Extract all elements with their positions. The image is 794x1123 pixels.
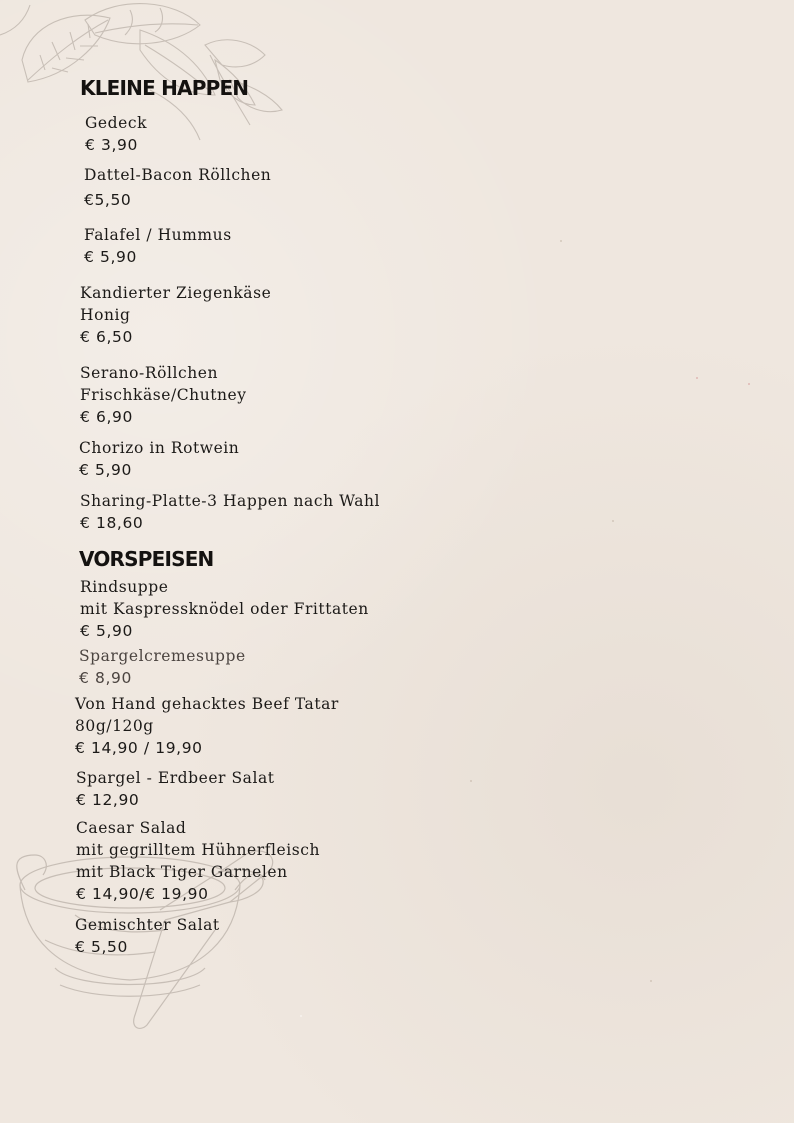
menu-item-sharing-platte bbox=[80, 490, 380, 534]
item-price: € 14,90/€ 19,90 bbox=[76, 885, 209, 903]
paper-speck bbox=[612, 520, 614, 522]
item-price: € 5,50 bbox=[75, 938, 128, 956]
item-description: mit gegrilltem Hühnerfleisch bbox=[76, 841, 321, 859]
herb-leaves-illustration bbox=[0, 0, 300, 150]
menu-item-chorizo bbox=[79, 437, 239, 481]
item-name: Gedeck bbox=[85, 114, 148, 132]
menu-item-gemischter-salat bbox=[75, 914, 220, 958]
item-price: € 14,90 / 19,90 bbox=[75, 739, 203, 757]
item-price: € 6,90 bbox=[80, 408, 133, 426]
menu-item-dattel-bacon bbox=[84, 164, 271, 211]
item-price: € 18,60 bbox=[80, 514, 144, 532]
item-description: Honig bbox=[80, 306, 131, 324]
menu-item-serano-roellchen bbox=[80, 362, 247, 428]
item-description: mit Kaspressknödel oder Frittaten bbox=[80, 600, 369, 618]
paper-speck bbox=[470, 780, 472, 782]
item-description: mit Black Tiger Garnelen bbox=[76, 863, 288, 881]
item-price: € 6,50 bbox=[80, 328, 133, 346]
item-name: Spargel - Erdbeer Salat bbox=[76, 769, 275, 787]
paper-speck bbox=[300, 1015, 302, 1017]
item-price: € 5,90 bbox=[79, 461, 132, 479]
menu-item-falafel bbox=[84, 224, 232, 268]
item-description: 80g/120g bbox=[75, 717, 154, 735]
menu-item-beef-tatar bbox=[75, 693, 339, 759]
item-name: Rindsuppe bbox=[80, 578, 169, 596]
menu-item-spargel-erdbeer-salat bbox=[76, 767, 275, 811]
menu-item-gedeck bbox=[85, 112, 147, 156]
item-price: € 3,90 bbox=[85, 136, 138, 154]
item-name: Gemischter Salat bbox=[75, 916, 220, 934]
item-price: €5,50 bbox=[84, 191, 132, 209]
item-name: Falafel / Hummus bbox=[84, 226, 232, 244]
section-heading-vorspeisen: VORSPEISEN bbox=[79, 547, 214, 571]
item-price: € 5,90 bbox=[84, 248, 137, 266]
paper-speck bbox=[748, 383, 750, 385]
menu-item-ziegenkaese bbox=[80, 282, 271, 348]
item-name: Von Hand gehacktes Beef Tatar bbox=[75, 695, 339, 713]
item-description: Frischkäse/Chutney bbox=[80, 386, 247, 404]
item-name: Caesar Salad bbox=[76, 819, 187, 837]
menu-item-rindsuppe bbox=[80, 576, 369, 642]
paper-speck bbox=[696, 377, 698, 379]
item-name: Chorizo in Rotwein bbox=[79, 439, 240, 457]
item-price: € 5,90 bbox=[80, 622, 133, 640]
item-name: Serano-Röllchen bbox=[80, 364, 218, 382]
item-price: € 8,90 bbox=[79, 669, 132, 687]
item-price: € 12,90 bbox=[76, 791, 140, 809]
item-name: Sharing-Platte-3 Happen nach Wahl bbox=[80, 492, 381, 510]
item-name: Dattel-Bacon Röllchen bbox=[84, 166, 272, 184]
menu-item-spargelcremesuppe bbox=[79, 645, 246, 689]
item-name: Kandierter Ziegenkäse bbox=[80, 284, 272, 302]
paper-speck bbox=[560, 240, 562, 242]
section-heading-kleine-happen: KLEINE HAPPEN bbox=[80, 76, 249, 100]
item-name: Spargelcremesuppe bbox=[79, 647, 246, 665]
menu-item-caesar-salad bbox=[76, 817, 320, 905]
paper-speck bbox=[650, 980, 652, 982]
